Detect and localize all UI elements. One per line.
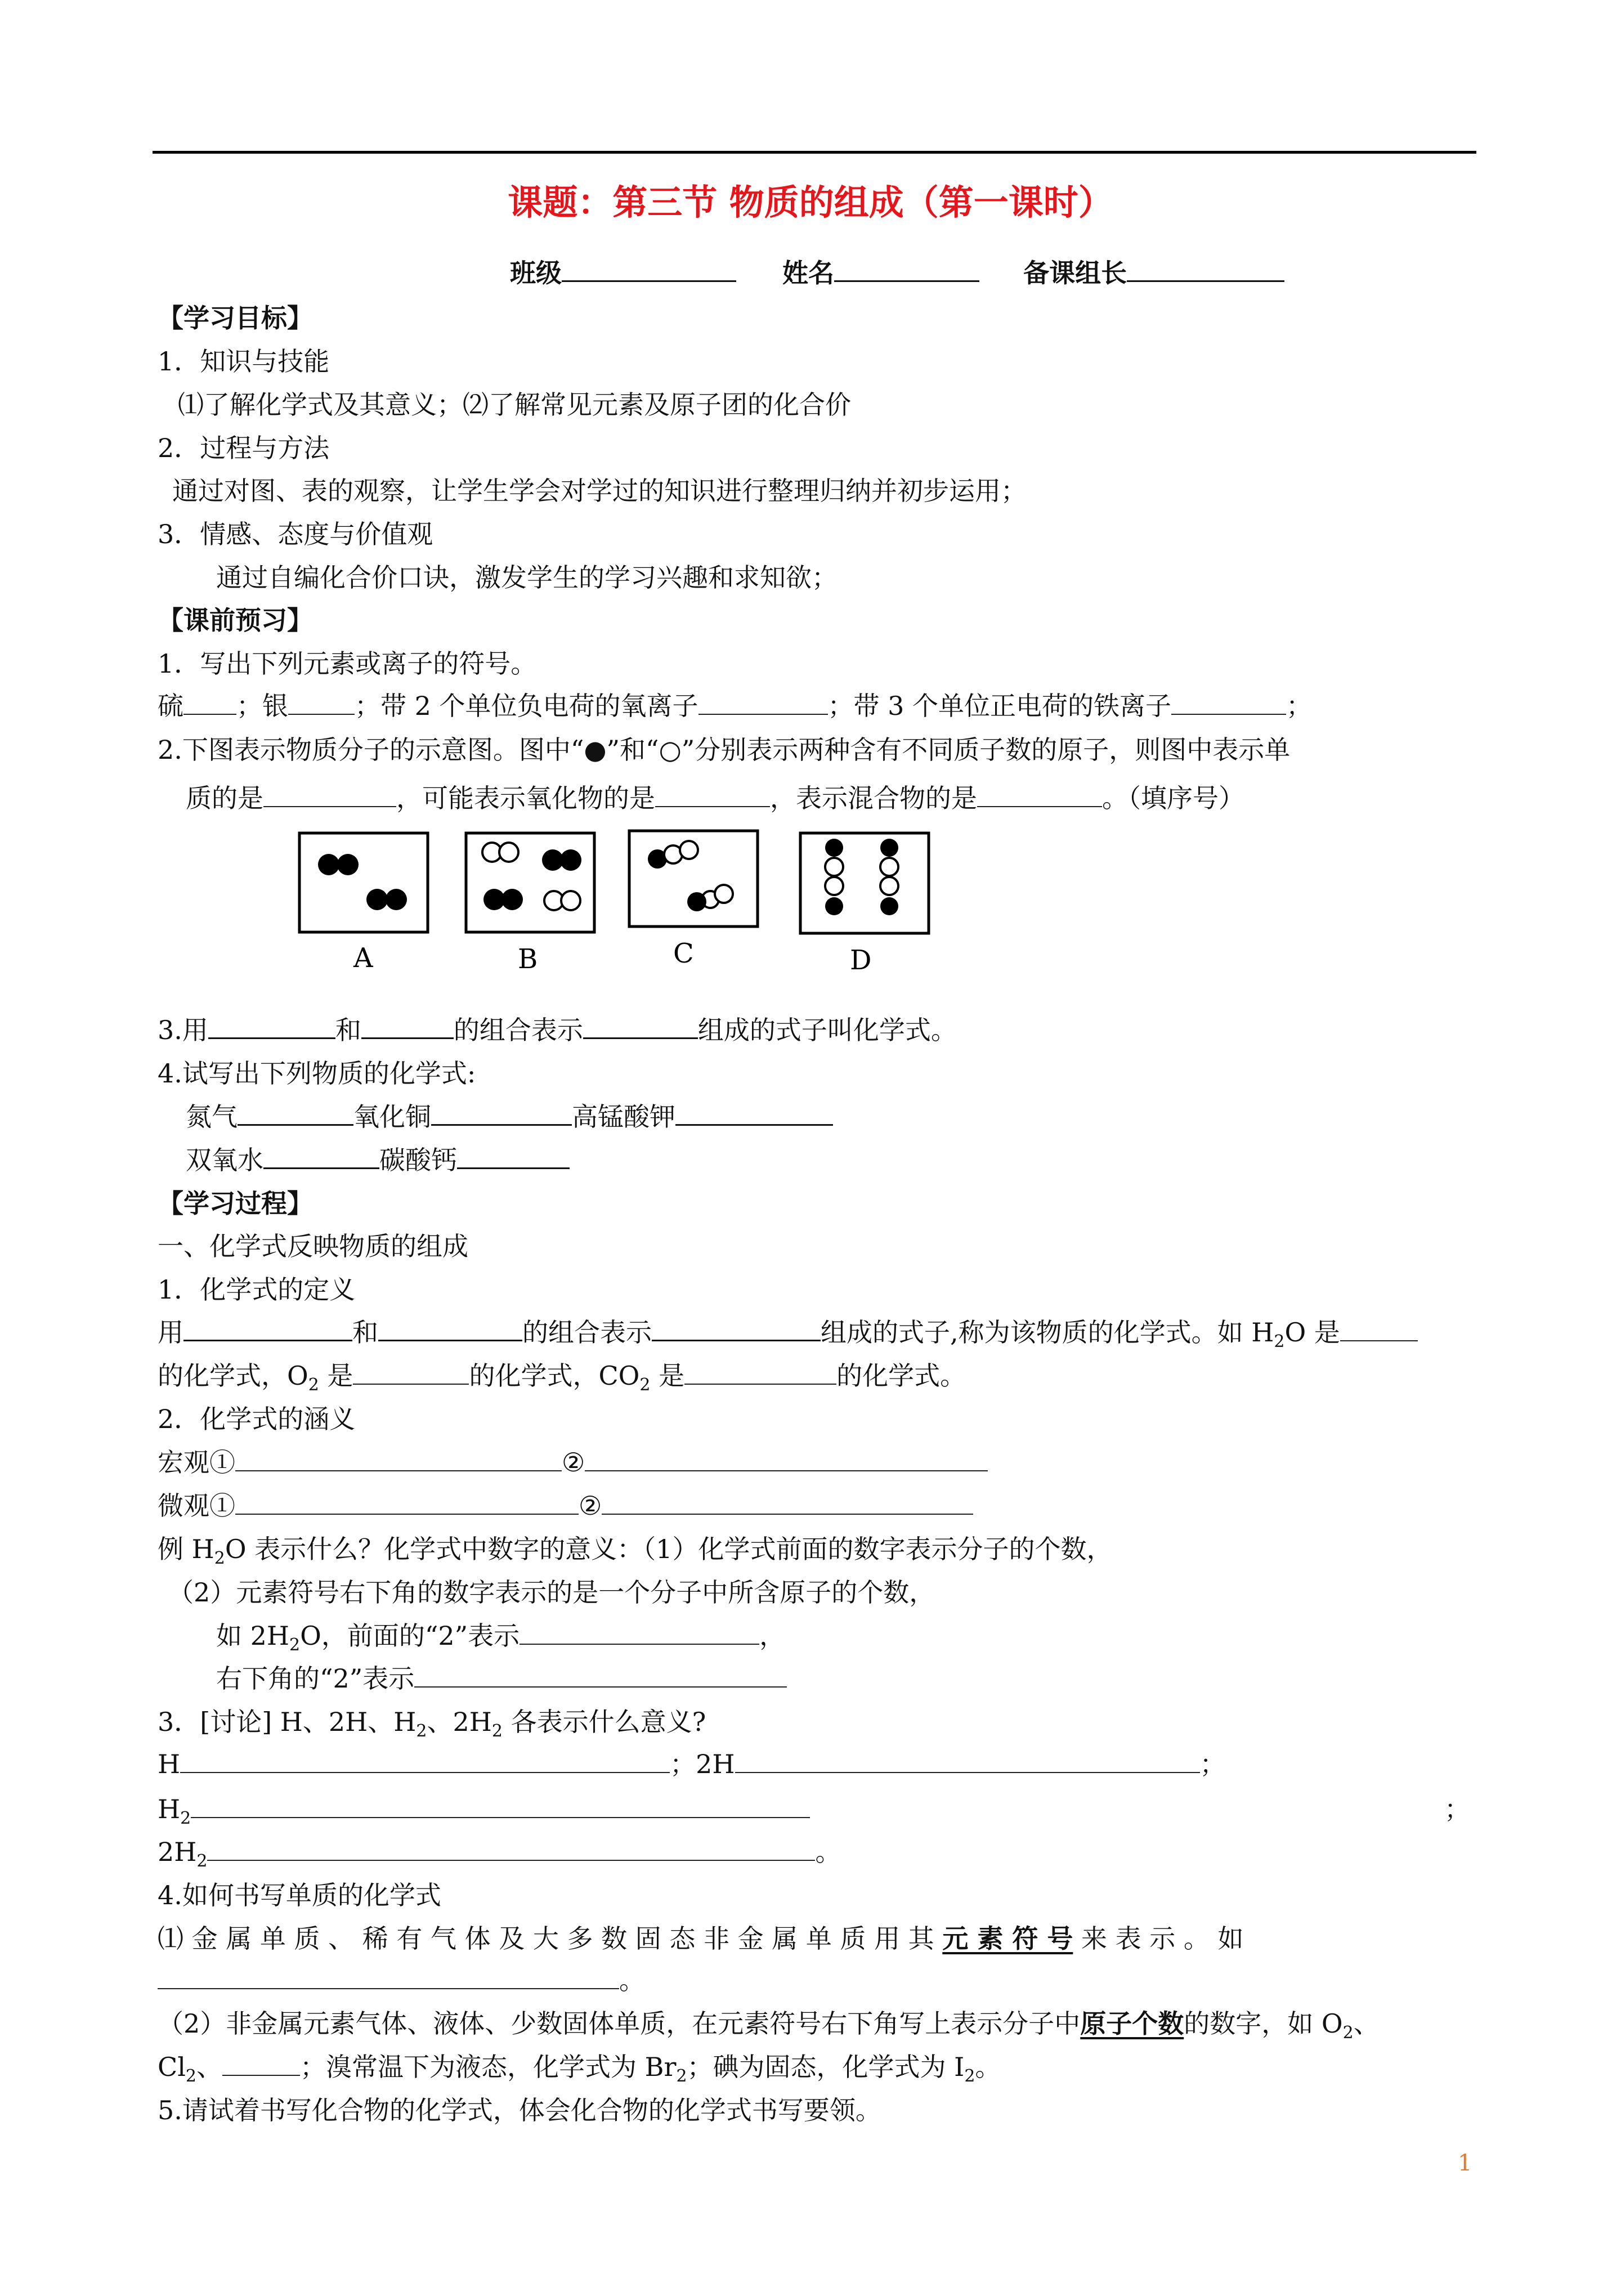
q1-sulfur-label: 硫 <box>158 691 183 721</box>
d3-sub-2: 2 <box>491 1721 503 1741</box>
q3-label-c: 的组合表示 <box>453 1015 583 1045</box>
d1-blank-1[interactable] <box>183 1317 352 1341</box>
goals-k1-text: ⑴了解化学式及其意义；⑵了解常见元素及原子团的化合价 <box>178 390 851 420</box>
d4-3-sub-i: 2 <box>964 2066 975 2086</box>
d4-2-a: （2）非金属元素气体、液体、少数固体单质，在元素符号右下角写上表示分子中 <box>158 2008 1081 2039</box>
process-d5: 5.请试着书写化合物的化学式，体会化合物的化学式书写要领。 <box>158 2095 881 2125</box>
discussion-2h2-line <box>158 1835 841 1869</box>
q4-caco3-label: 碳酸钙 <box>379 1145 457 1175</box>
q4-h2o2-label: 双氧水 <box>186 1145 263 1175</box>
d1-label-e: O 是 <box>1284 1317 1340 1348</box>
preview-q2-line1: 2.下图表示物质分子的示意图。图中“●”和“○”分别表示两种含有不同质子数的原子，则图中表示单 <box>158 735 1291 765</box>
d1-label-j: 的化学式。 <box>836 1360 966 1391</box>
process-d4-3 <box>158 2050 1001 2084</box>
2h2-sub: 2 <box>196 1851 208 1871</box>
goals-k3: 3．情感、态度与价值观 <box>158 519 433 549</box>
d4-1-blank[interactable] <box>158 1966 619 1989</box>
q4-nitrogen-blank[interactable] <box>238 1102 353 1126</box>
macro-blank-2[interactable] <box>585 1448 988 1471</box>
d3-c: 各表示什么意义? <box>502 1707 706 1737</box>
h-blank[interactable] <box>180 1749 670 1773</box>
d4-1-period: 。 <box>619 1965 645 1995</box>
d1-blank-o2[interactable] <box>353 1361 469 1385</box>
figure-box-c <box>629 831 758 927</box>
q4-kmno4-label: 高锰酸钾 <box>572 1102 675 1132</box>
leader-field[interactable] <box>1127 258 1284 282</box>
q3-label-b: 和 <box>335 1015 361 1045</box>
process-d3 <box>158 1705 706 1739</box>
d4-1-a: ⑴ 金 属 单 质 、 稀 有 气 体 及 大 多 数 固 态 非 金 属 单 质 用 其 <box>158 1923 934 1954</box>
d1-label-b: 和 <box>352 1317 378 1348</box>
preview-q3 <box>158 1013 957 1047</box>
d4-2-c: 的数字，如 O <box>1184 2008 1343 2039</box>
example3-sub: 2 <box>289 1635 301 1655</box>
figure-box-d <box>800 833 929 933</box>
h2-label: H <box>158 1794 181 1824</box>
d1-sub-o2: 2 <box>308 1375 319 1395</box>
macro-label-2: ② <box>562 1447 585 1478</box>
q1-oxygen-ion-label: ；带 2 个单位负电荷的氧离子 <box>355 691 698 721</box>
class-field[interactable] <box>562 258 736 282</box>
q3-blank-2[interactable] <box>361 1015 454 1039</box>
molecule-diagram <box>293 827 968 979</box>
q3-blank-3[interactable] <box>583 1015 698 1039</box>
q2-oxide-label: ，可能表示氧化物的是 <box>396 783 655 813</box>
d1-label-g: 是 <box>319 1360 353 1391</box>
page-number: 1 <box>1458 2150 1472 2176</box>
d4-3-c: ；溴常温下为液态，化学式为 Br <box>300 2052 677 2082</box>
2h2-label: 2H <box>158 1837 197 1867</box>
goals-k2-text: 通过对图、表的观察，让学生学会对学过的知识进行整理归纳并初步运用； <box>172 476 1027 506</box>
q3-blank-1[interactable] <box>208 1015 335 1039</box>
process-d4-1 <box>158 1922 1243 1955</box>
q3-label-d: 组成的式子叫化学式。 <box>697 1015 957 1045</box>
2h2-blank[interactable] <box>207 1837 815 1861</box>
macro-blank-1[interactable] <box>235 1448 562 1471</box>
q1-oxygen-ion-blank[interactable] <box>698 691 828 715</box>
q4-cuo-blank[interactable] <box>431 1102 572 1126</box>
figure-label-b: B <box>518 943 538 975</box>
d3-sub-1: 2 <box>416 1721 427 1741</box>
example-line2: （2）元素符号右下角的数字表示的是一个分子中所含原子的个数， <box>168 1577 935 1608</box>
process-d2: 2．化学式的涵义 <box>158 1404 356 1434</box>
discussion-h2-line <box>158 1792 810 1826</box>
micro-label: 微观① <box>158 1491 235 1521</box>
d1-label-f: 的化学式，O <box>158 1360 308 1391</box>
d4-3-blank[interactable] <box>222 2052 300 2076</box>
example-a: 例 H <box>158 1534 214 1564</box>
preview-q2-line2 <box>186 781 1244 815</box>
example-sub: 2 <box>214 1548 225 1568</box>
d1-blank-co2[interactable] <box>684 1361 836 1385</box>
preview-q4-line2 <box>186 1143 570 1177</box>
figure-box-a <box>299 833 428 932</box>
h2-blank[interactable] <box>191 1794 810 1818</box>
process-d1-line1 <box>158 1315 1418 1349</box>
q1-iron-ion-label: ；带 3 个单位正电荷的铁离子 <box>827 691 1172 721</box>
preview-q1-line <box>158 689 1312 723</box>
h-label: H <box>158 1749 181 1779</box>
d4-3-d: ；碘为固态，化学式为 I <box>687 2052 965 2082</box>
process-heading: 【学习过程】 <box>158 1188 313 1219</box>
process-d1: 1．化学式的定义 <box>158 1274 356 1305</box>
example3-b: O，前面的“2”表示 <box>300 1621 520 1651</box>
d1-label-a: 用 <box>158 1317 183 1348</box>
q2-mixture-label: ，表示混合物的是 <box>770 783 977 813</box>
d1-label-c: 的组合表示 <box>522 1317 652 1348</box>
d1-label-i: 是 <box>650 1360 685 1391</box>
process-d4-2 <box>158 2007 1380 2043</box>
q4-h2o2-blank[interactable] <box>263 1145 379 1169</box>
q1-silver-blank[interactable] <box>288 691 355 715</box>
h2-sub: 2 <box>180 1809 191 1828</box>
process-d4: 4.如何书写单质的化学式 <box>158 1880 441 1910</box>
q1-iron-ion-blank[interactable] <box>1171 691 1286 715</box>
figure-label-a: A <box>353 942 373 974</box>
q4-caco3-blank[interactable] <box>457 1145 570 1169</box>
goals-heading: 【学习目标】 <box>158 303 313 333</box>
micro-label-2: ② <box>579 1491 602 1521</box>
example3-c: ， <box>759 1621 786 1651</box>
d1-blank-3[interactable] <box>652 1317 821 1341</box>
goals-k2: 2．过程与方法 <box>158 433 330 463</box>
d1-sub-h2o: 2 <box>1274 1332 1285 1351</box>
d3-a: 3．[讨论] H、2H、H <box>158 1707 417 1737</box>
example-line4 <box>216 1662 787 1695</box>
d4-3-sub-cl: 2 <box>185 2066 197 2086</box>
process-d4-1-blank-line <box>158 1963 645 1997</box>
q2-oxide-blank[interactable] <box>655 784 770 807</box>
example-b: O 表示什么？化学式中数字的意义：（1）化学式前面的数字表示分子的个数， <box>225 1534 1113 1564</box>
example3-blank[interactable] <box>520 1621 759 1645</box>
d4-3-a: Cl <box>158 2052 186 2082</box>
q2-simple-label: 质的是 <box>186 783 263 813</box>
q2-end: 。（填序号） <box>1102 783 1244 813</box>
d1-blank-h2o[interactable] <box>1340 1318 1418 1341</box>
macro-label: 宏观① <box>158 1447 235 1478</box>
q1-silver-label: ；银 <box>236 691 288 721</box>
discussion-h-line <box>158 1747 1226 1781</box>
q4-nitrogen-label: 氮气 <box>186 1102 238 1132</box>
class-label: 班级 <box>510 258 562 288</box>
leader-label: 备课组长 <box>1023 258 1127 288</box>
q4-kmno4-blank[interactable] <box>675 1102 833 1126</box>
q1-end: ； <box>1286 691 1313 721</box>
h2-semi: ； <box>1444 1794 1470 1824</box>
example-line3 <box>216 1619 785 1653</box>
name-field[interactable] <box>834 258 979 282</box>
q4-cuo-label: 氧化铜 <box>353 1102 431 1132</box>
d3-b: 、2H <box>427 1707 492 1737</box>
example4-blank[interactable] <box>414 1664 787 1688</box>
process-d1-line2 <box>158 1359 966 1393</box>
example4-label: 右下角的“2”表示 <box>216 1663 415 1694</box>
macro-line <box>158 1445 988 1479</box>
q3-label-a: 3.用 <box>158 1015 208 1045</box>
d1-sub-co2: 2 <box>639 1375 651 1395</box>
d4-1-c: 来 表 示 。 如 <box>1081 1923 1244 1954</box>
preview-q4-line1 <box>186 1100 833 1134</box>
header-fields <box>510 256 1284 290</box>
preview-q4: 4.试写出下列物质的化学式: <box>158 1058 476 1089</box>
process-s1: 一、化学式反映物质的组成 <box>158 1231 468 1261</box>
goals-k3-text: 通过自编化合价口诀，激发学生的学习兴趣和求知欲； <box>216 562 838 593</box>
d4-2-b: 原子个数 <box>1080 2008 1184 2039</box>
d1-blank-2[interactable] <box>378 1317 522 1341</box>
d4-3-e: 。 <box>975 2052 1001 2082</box>
figure-box-b <box>466 833 594 932</box>
q2-simple-blank[interactable] <box>263 784 396 807</box>
preview-q1: 1．写出下列元素或离子的符号。 <box>158 648 537 679</box>
top-rule <box>153 151 1476 154</box>
2h-label: ；2H <box>670 1749 735 1779</box>
figure-label-d: D <box>850 945 872 976</box>
micro-line <box>158 1489 973 1523</box>
page-title: 课题：第三节 物质的组成（第一课时） <box>508 182 1113 223</box>
example3-a: 如 2H <box>216 1621 290 1651</box>
d4-1-b: 元 素 符 号 <box>942 1923 1073 1954</box>
preview-heading: 【课前预习】 <box>158 605 313 635</box>
2h-semi: ； <box>1199 1749 1226 1779</box>
example-line <box>158 1532 1112 1566</box>
micro-blank-1[interactable] <box>235 1491 579 1515</box>
d4-2-d: 、 <box>1353 2008 1380 2039</box>
2h2-period: 。 <box>815 1837 841 1867</box>
q1-sulfur-blank[interactable] <box>183 691 236 715</box>
d4-3-b: 、 <box>196 2052 223 2082</box>
d1-label-d: 组成的式子,称为该物质的化学式。如 H <box>821 1317 1274 1348</box>
q2-mixture-blank[interactable] <box>977 784 1102 807</box>
micro-blank-2[interactable] <box>602 1491 973 1515</box>
name-label: 姓名 <box>782 258 835 288</box>
d4-3-sub-br: 2 <box>676 2066 687 2086</box>
d4-2-sub: 2 <box>1342 2023 1354 2043</box>
goals-k1: 1．知识与技能 <box>158 346 330 377</box>
figure-label-c: C <box>673 938 694 969</box>
d1-label-h: 的化学式，CO <box>469 1360 640 1391</box>
2h-blank[interactable] <box>735 1749 1200 1773</box>
